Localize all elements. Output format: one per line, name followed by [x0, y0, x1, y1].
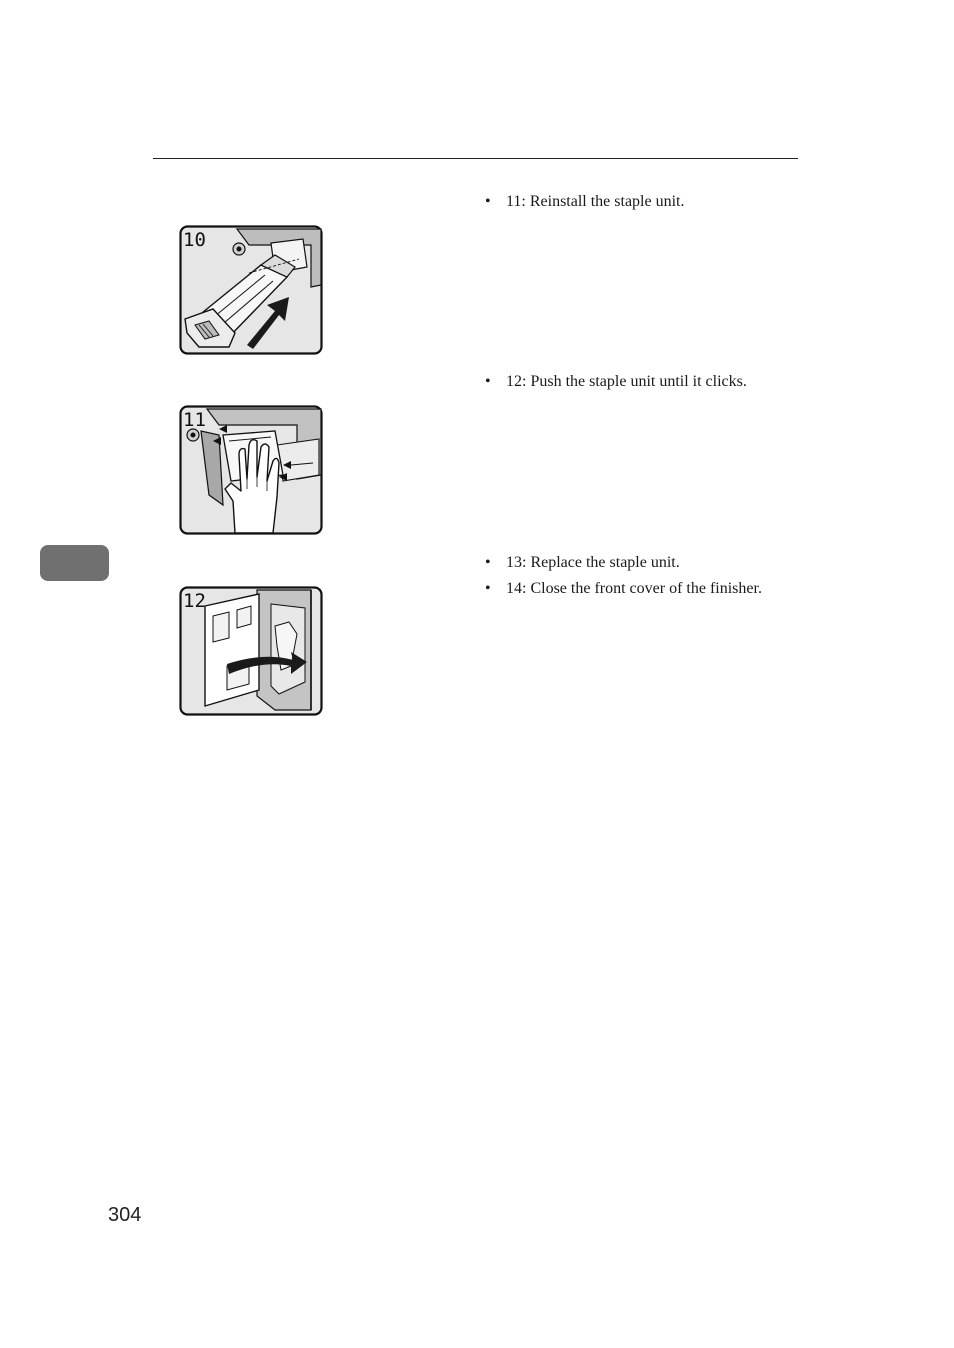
figure-push-staple-unit — [179, 405, 323, 535]
step-list — [484, 550, 762, 602]
step-list — [484, 369, 747, 395]
figure-number: 12 — [183, 590, 206, 612]
figure-number: 11 — [183, 409, 206, 431]
step-item: • 12: Push the staple unit until it clicks. — [484, 369, 747, 395]
figure-number: 10 — [183, 229, 206, 251]
figure-reinstall-staple-unit — [179, 225, 323, 355]
header-rule — [153, 158, 798, 159]
step-item: • 14: Close the front cover of the finisher. — [484, 576, 762, 602]
page-number: 304 — [108, 1204, 142, 1226]
step-item: • 13: Replace the staple unit. — [484, 550, 762, 576]
figure-close-front-cover — [179, 586, 323, 716]
chapter-tab — [40, 545, 109, 581]
step-list — [484, 189, 685, 215]
step-item: • 11: Reinstall the staple unit. — [484, 189, 685, 215]
